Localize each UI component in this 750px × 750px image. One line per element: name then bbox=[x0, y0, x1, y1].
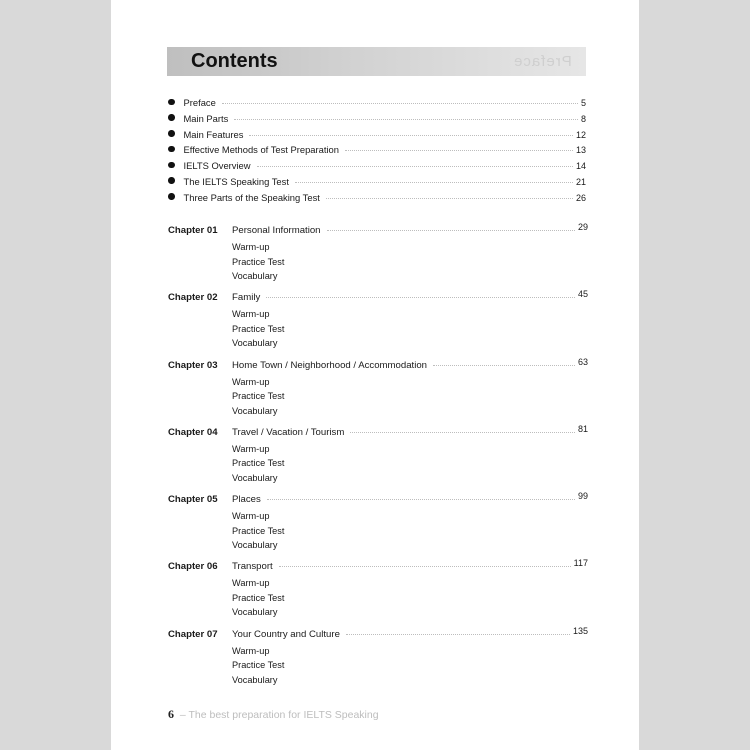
chapter-code: Chapter 02 bbox=[168, 292, 218, 304]
chapter-page-number: 135 bbox=[572, 625, 588, 636]
toc-page-number: 21 bbox=[575, 176, 586, 187]
chapter-subitem[interactable]: Warm-up bbox=[232, 443, 270, 454]
chapter-page-number: 81 bbox=[577, 423, 588, 434]
chapter-subitem[interactable]: Vocabulary bbox=[232, 607, 278, 618]
book-page bbox=[111, 0, 639, 750]
dot-leader bbox=[249, 135, 573, 136]
page-footer bbox=[168, 707, 379, 722]
chapter-subitem[interactable]: Warm-up bbox=[232, 578, 270, 589]
bullet-icon bbox=[168, 177, 175, 184]
bullet-icon bbox=[168, 146, 175, 153]
dot-leader bbox=[295, 182, 573, 183]
chapter-subitem[interactable]: Warm-up bbox=[232, 309, 270, 320]
toc-entry[interactable] bbox=[168, 129, 586, 145]
chapter-subitem[interactable]: Vocabulary bbox=[232, 405, 278, 416]
dot-leader bbox=[433, 365, 575, 366]
bullet-icon bbox=[168, 99, 175, 106]
chapter-page-number: 63 bbox=[577, 356, 588, 367]
dot-leader bbox=[222, 103, 578, 104]
toc-entry[interactable] bbox=[168, 113, 586, 129]
bullet-icon bbox=[168, 162, 175, 169]
chapter-subitem[interactable]: Vocabulary bbox=[232, 271, 278, 281]
chapter-code: Chapter 05 bbox=[168, 494, 218, 506]
toc-page-number: 12 bbox=[575, 129, 586, 140]
chapter-title: Transport bbox=[232, 561, 273, 573]
chapter-subitem[interactable]: Practice Test bbox=[232, 458, 285, 469]
toc-page-number: 8 bbox=[580, 113, 586, 124]
chapter-heading[interactable] bbox=[168, 558, 588, 576]
chapter-subitem[interactable]: Warm-up bbox=[232, 242, 270, 252]
toc-entry-label: Three Parts of the Speaking Test bbox=[183, 191, 320, 203]
chapter-subitem[interactable]: Practice Test bbox=[232, 660, 285, 671]
bullet-icon bbox=[168, 114, 175, 121]
chapter-heading[interactable] bbox=[168, 356, 588, 375]
chapter-block bbox=[168, 222, 588, 292]
chapter-heading[interactable] bbox=[168, 423, 588, 442]
chapter-page-number: 99 bbox=[577, 491, 588, 502]
chapter-subitem[interactable]: Vocabulary bbox=[232, 540, 278, 551]
chapter-list bbox=[168, 222, 588, 696]
toc-entry-label: The IELTS Speaking Test bbox=[183, 175, 289, 187]
chapter-title: Travel / Vacation / Tourism bbox=[232, 426, 345, 438]
chapter-title: Personal Information bbox=[232, 225, 321, 236]
chapter-code: Chapter 01 bbox=[168, 225, 218, 236]
chapter-subitem[interactable]: Warm-up bbox=[232, 511, 270, 522]
footer-text: – The best preparation for IELTS Speaking bbox=[179, 709, 379, 721]
dot-leader bbox=[257, 166, 573, 167]
chapter-subitem[interactable]: Vocabulary bbox=[232, 472, 278, 483]
chapter-heading[interactable] bbox=[168, 289, 588, 307]
toc-page-number: 5 bbox=[580, 98, 586, 108]
chapter-subitem[interactable]: Practice Test bbox=[232, 525, 285, 536]
toc-entry-label: Preface bbox=[183, 97, 216, 108]
chapter-block bbox=[168, 625, 588, 696]
chapter-subitem[interactable]: Practice Test bbox=[232, 391, 285, 402]
toc-page-number: 14 bbox=[575, 161, 586, 172]
chapter-subitem[interactable]: Vocabulary bbox=[232, 338, 278, 349]
chapter-code: Chapter 03 bbox=[168, 359, 218, 371]
dot-leader bbox=[327, 230, 575, 231]
chapter-subitem[interactable]: Vocabulary bbox=[232, 674, 278, 685]
dot-leader bbox=[234, 119, 578, 120]
chapter-title: Places bbox=[232, 494, 261, 506]
chapter-subitem[interactable]: Warm-up bbox=[232, 376, 270, 387]
toc-entry-label: Effective Methods of Test Preparation bbox=[183, 144, 339, 156]
footer-page-number: 6 bbox=[168, 707, 174, 721]
toc-entry[interactable] bbox=[168, 176, 586, 192]
chapter-heading[interactable] bbox=[168, 625, 588, 644]
toc-entry[interactable] bbox=[168, 97, 586, 113]
chapter-code: Chapter 07 bbox=[168, 628, 218, 640]
chapter-block bbox=[168, 491, 588, 561]
chapter-subitem[interactable]: Warm-up bbox=[232, 645, 270, 656]
toc-entry-label: Main Parts bbox=[183, 112, 229, 124]
dot-leader bbox=[266, 297, 575, 298]
chapter-code: Chapter 06 bbox=[168, 561, 218, 573]
chapter-title: Family bbox=[232, 292, 261, 304]
toc-page-number: 13 bbox=[575, 145, 586, 156]
chapter-block bbox=[168, 356, 588, 427]
chapter-page-number: 45 bbox=[577, 289, 588, 300]
bullet-icon bbox=[168, 130, 175, 137]
toc-entry-label: Main Features bbox=[183, 128, 244, 140]
contents-banner bbox=[167, 47, 586, 76]
chapter-block bbox=[168, 289, 588, 359]
dot-leader bbox=[345, 150, 573, 151]
dot-leader bbox=[326, 198, 573, 199]
chapter-code: Chapter 04 bbox=[168, 426, 218, 438]
chapter-page-number: 117 bbox=[573, 558, 588, 569]
bullet-icon bbox=[168, 193, 175, 200]
chapter-heading[interactable] bbox=[168, 491, 588, 509]
toc-entry-label: IELTS Overview bbox=[183, 160, 251, 172]
chapter-block bbox=[168, 423, 588, 494]
dot-leader bbox=[267, 499, 575, 500]
chapter-subitem[interactable]: Practice Test bbox=[232, 323, 285, 334]
dot-leader bbox=[346, 634, 570, 635]
chapter-block bbox=[168, 558, 588, 628]
toc-page-number: 26 bbox=[575, 192, 586, 203]
toc-entry[interactable] bbox=[168, 144, 586, 160]
ghost-text: Preface bbox=[513, 53, 572, 70]
toc-entry[interactable] bbox=[168, 160, 586, 176]
dot-leader bbox=[279, 566, 571, 567]
chapter-title: Home Town / Neighborhood / Accommodation bbox=[232, 359, 428, 371]
page-title: Contents bbox=[191, 50, 278, 72]
toc-entry[interactable] bbox=[168, 192, 586, 208]
intro-list bbox=[168, 97, 586, 208]
dot-leader bbox=[350, 432, 575, 433]
chapter-subitem[interactable]: Practice Test bbox=[232, 256, 285, 267]
chapter-subitem[interactable]: Practice Test bbox=[232, 592, 285, 603]
chapter-title: Your Country and Culture bbox=[232, 628, 340, 640]
chapter-heading[interactable] bbox=[168, 222, 588, 240]
chapter-page-number: 29 bbox=[577, 222, 588, 232]
